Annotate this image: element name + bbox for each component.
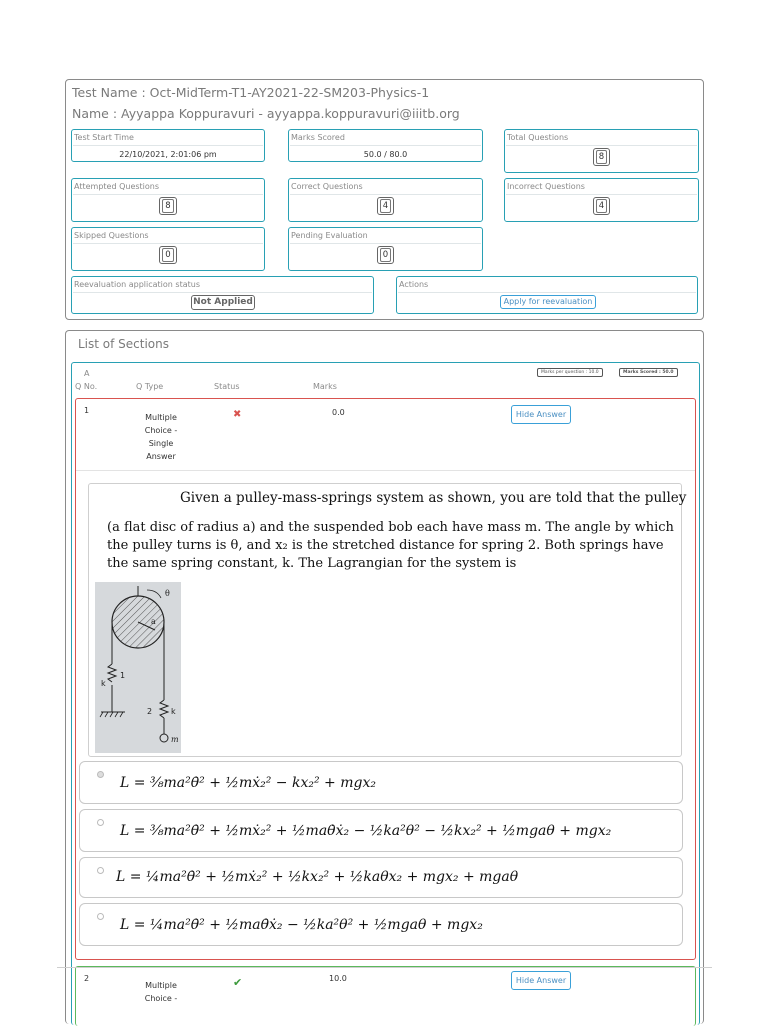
col-marks: Marks	[313, 382, 337, 391]
option-1-text: L = ³⁄₈ma²θ̇² + ½mẋ₂² − kx₂² + mgx₂	[120, 775, 376, 791]
student-name: Name : Ayyappa Koppuravuri - ayyappa.koppuravuri@iiitb.org	[72, 106, 460, 121]
total-questions-card: Total Questions 8	[504, 129, 699, 173]
option-4-radio[interactable]	[97, 913, 104, 920]
question-marks: 0.0	[332, 408, 345, 417]
svg-text:2: 2	[147, 707, 153, 716]
hide-answer-button[interactable]: Hide Answer	[511, 971, 571, 990]
sections-panel	[65, 330, 704, 1024]
reevaluation-status-card: Reevaluation application status Not Applied	[71, 276, 374, 314]
option-3-text: L = ¼ma²θ̇² + ½mẋ₂² + ½kx₂² + ½kaθx₂ + mgx₂ + mgaθ	[116, 869, 519, 885]
question-body	[88, 483, 687, 757]
incorrect-card: Incorrect Questions 4	[504, 178, 699, 222]
option-4-text: L = ¼ma²θ̇² + ½maθ̇ẋ₂ − ½ka²θ² + ½mgaθ + mgx₂	[120, 917, 483, 933]
question-text-line-2: (a flat disc of radius a) and the suspended bob each have mass m. The angle by which	[107, 520, 674, 535]
svg-text:1: 1	[120, 671, 126, 680]
sections-title: List of Sections	[78, 337, 170, 351]
question-text-line-4: the same spring constant, k. The Lagrangian for the system is	[107, 556, 517, 571]
svg-text:θ: θ	[165, 589, 170, 598]
question-number: 2	[84, 974, 90, 983]
check-icon: ✔	[233, 976, 243, 989]
page-break-line	[57, 967, 712, 968]
pending-badge: 0	[377, 246, 394, 264]
option-2-text: L = ³⁄₈ma²θ̇² + ½mẋ₂² + ½maθ̇ẋ₂ − ½ka²θ² − ½kx₂² + ½mgaθ + mgx₂	[120, 823, 612, 839]
marks-scored-card: Marks Scored 50.0 / 80.0	[288, 129, 483, 162]
option-1-radio[interactable]	[97, 771, 104, 778]
question-text-line-1: Given a pulley-mass-springs system as shown, you are told that the pulley	[180, 490, 687, 506]
pending-card: Pending Evaluation 0	[288, 227, 483, 271]
reevaluation-status-badge: Not Applied	[191, 295, 255, 310]
question-text-line-3: the pulley turns is θ, and x₂ is the stretched distance for spring 2. Both springs have	[107, 538, 664, 553]
question-marks: 10.0	[329, 974, 347, 983]
option-3[interactable]	[79, 857, 683, 898]
start-time-card: Test Start Time 22/10/2021, 2:01:06 pm	[71, 129, 265, 162]
apply-reevaluation-button[interactable]: Apply for reevaluation	[500, 295, 596, 309]
correct-badge: 4	[377, 197, 394, 215]
question-1	[75, 398, 696, 960]
question-type: Multiple Choice -	[144, 981, 178, 1003]
test-summary-panel	[65, 79, 704, 320]
test-name: Test Name : Oct-MidTerm-T1-AY2021-22-SM203-Physics-1	[72, 85, 430, 100]
svg-text:k: k	[101, 679, 106, 688]
marks-scored-value: 50.0 / 80.0	[363, 150, 408, 159]
option-2-radio[interactable]	[97, 819, 104, 826]
skipped-badge: 0	[159, 246, 176, 264]
hide-answer-button[interactable]: Hide Answer	[511, 405, 571, 424]
question-2	[75, 966, 696, 1026]
option-1[interactable]	[79, 761, 683, 804]
start-time-value: 22/10/2021, 2:01:06 pm	[119, 150, 217, 159]
actions-card: Actions Apply for reevaluation	[396, 276, 698, 314]
cross-icon: ✖	[233, 409, 242, 420]
row-divider	[76, 470, 695, 471]
section-name: A	[84, 369, 90, 378]
svg-text:a: a	[151, 617, 156, 626]
col-qtype: Q Type	[136, 382, 164, 391]
option-4[interactable]	[79, 903, 683, 946]
section-marks-scored-badge: Marks Scored : 50.0	[619, 368, 678, 377]
question-number: 1	[84, 406, 90, 415]
svg-text:m: m	[171, 735, 179, 744]
question-type: Multiple Choice - Single Answer	[144, 413, 178, 461]
svg-text:k: k	[171, 707, 176, 716]
attempted-badge: 8	[159, 197, 176, 215]
col-qno: Q No.	[75, 382, 98, 391]
section-a	[71, 362, 700, 1025]
pulley-diagram-image	[95, 582, 181, 753]
total-questions-badge: 8	[593, 148, 610, 166]
marks-per-question-badge: Marks per question : 10.0	[537, 368, 603, 377]
option-3-radio[interactable]	[97, 867, 104, 874]
incorrect-badge: 4	[593, 197, 610, 215]
col-status: Status	[214, 382, 240, 391]
attempted-card: Attempted Questions 8	[71, 178, 265, 222]
skipped-card: Skipped Questions 0	[71, 227, 265, 271]
option-2[interactable]	[79, 809, 683, 852]
correct-card: Correct Questions 4	[288, 178, 483, 222]
